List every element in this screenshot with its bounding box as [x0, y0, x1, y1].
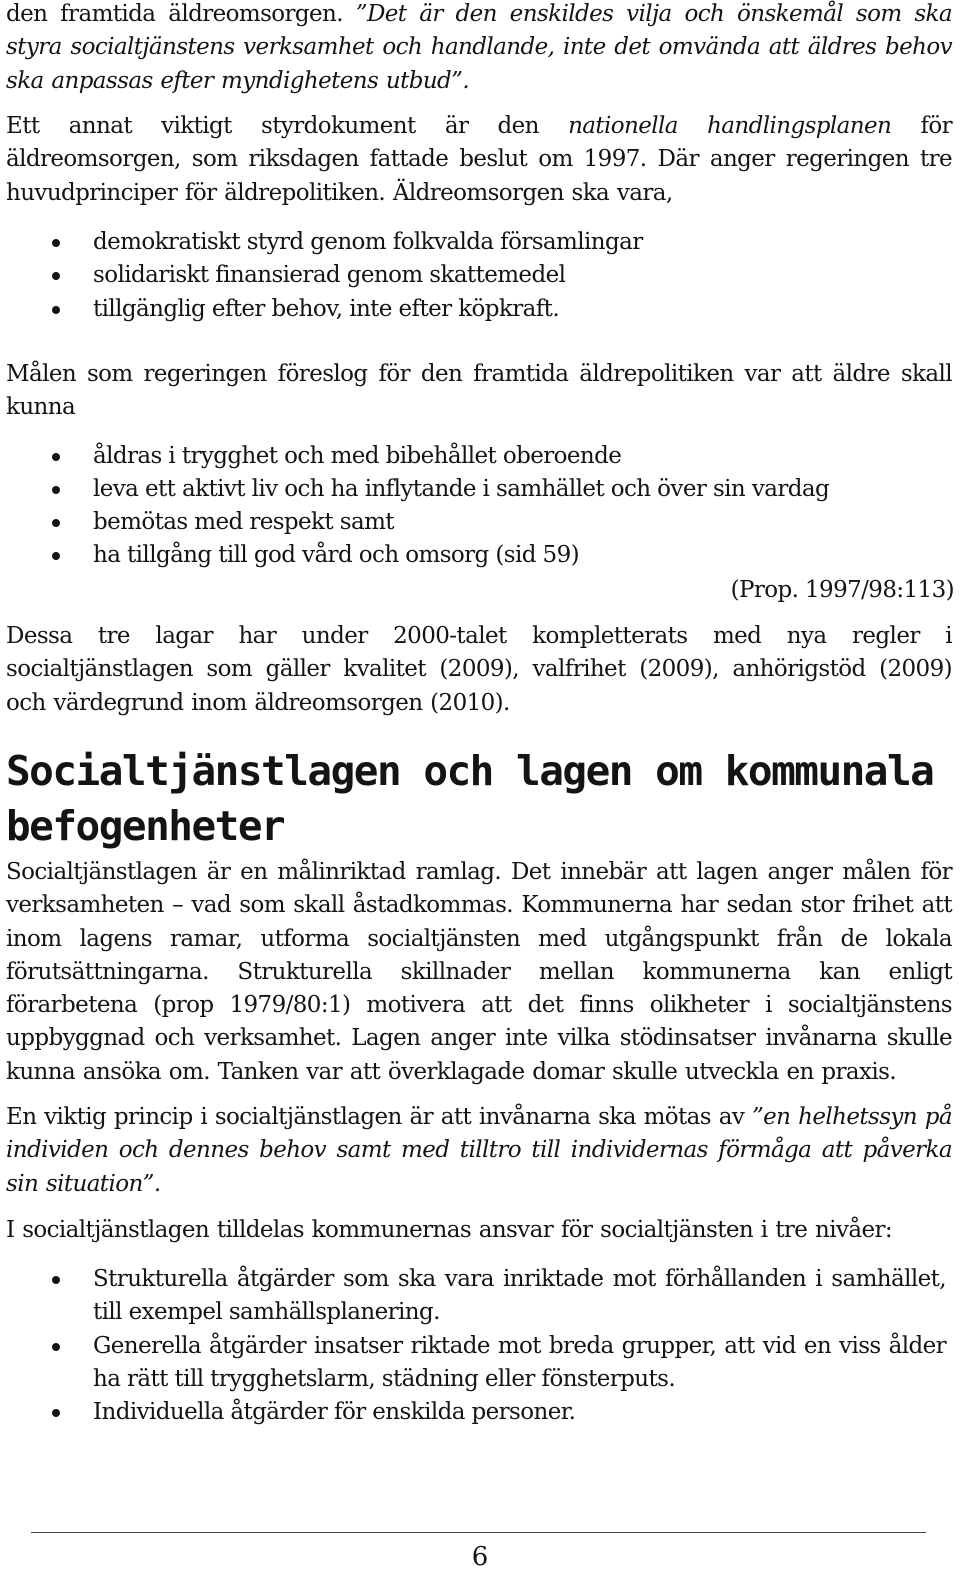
principles-list: [0, 226, 952, 326]
list-item-text: Strukturella åtgärder som ska vara inriktade mot förhållanden i samhället, till exempel samhällsplanering.: [93, 1266, 946, 1326]
list-item: [0, 539, 952, 572]
list-item-text: tillgänglig efter behov, inte efter köpkraft.: [93, 295, 560, 322]
list-item: [0, 293, 952, 326]
section-heading: Socialtjänstlagen och lagen om kommunala befogenheter: [6, 747, 934, 850]
list-item: [0, 1330, 952, 1397]
list-item: [0, 1396, 952, 1429]
list-item-text: Generella åtgärder insatser riktade mot breda grupper, att vid en viss ålder ha rätt till trygghetslarm, städning eller fönsterputs.: [93, 1332, 946, 1392]
paragraph-text: Ett annat viktigt styrdokument är den: [6, 113, 569, 139]
paragraph-intro-quote: [6, 0, 952, 98]
list-item-text: Individuella åtgärder för enskilda personer.: [93, 1399, 576, 1426]
bullet-icon: [52, 1343, 60, 1351]
quote-text: ”en helhetssyn på individen och dennes behov samt med tilltro till individernas förmåga att påverka sin situation”.: [6, 1104, 952, 1197]
bullet-icon: [52, 272, 60, 280]
goals-list: [0, 440, 952, 572]
list-item: [0, 226, 952, 259]
bullet-icon: [52, 1276, 60, 1284]
quote-text: ”Det är den enskildes vilja och önskemål som ska styra socialtjänstens verksamhet och handlande, inte det omvända att äldres behov ska anpassas efter myndighetens utbud”.: [6, 1, 952, 94]
list-item: [0, 1263, 952, 1330]
list-item: [0, 259, 952, 292]
bullet-icon: [52, 239, 60, 247]
paragraph-supplements: Dessa tre lagar har under 2000-talet kompletterats med nya regler i socialtjänstlagen som gäller kvalitet (2009), valfrihet (2009), anhörigstöd (2009) och värdegrund inom äldreomsorgen (2010).: [6, 623, 952, 716]
list-item-text: åldras i trygghet och med bibehållet oberoende: [93, 443, 622, 469]
paragraph-text: den framtida äldreomsorgen.: [6, 1, 356, 27]
page-number: 6: [471, 1542, 489, 1572]
paragraph-framework-law: Socialtjänstlagen är en målinriktad ramlag. Det innebär att lagen anger målen för verksamheten – vad som skall åstadkommas. Kommunerna har sedan stor frihet att inom lagens ramar, utforma socialtjänsten med utgångspunkt från de lokala förutsättningarna. Strukturella skillnader mellan kommunerna kan enligt förarbetena (prop 1979/80:1) motivera att det finns olikheter i socialtjänstens uppbyggnad och verksamhet. Lagen anger inte vilka stödinsatser invånarna skulle kunna ansöka om. Tanken var att överklagade domar skulle utveckla en praxis.: [6, 859, 952, 1085]
list-item-text: ha tillgång till god vård och omsorg (sid 59): [93, 542, 579, 568]
footer-divider: [31, 1532, 926, 1533]
list-item: [0, 473, 952, 506]
bullet-icon: [52, 1409, 60, 1417]
bullet-icon: [52, 453, 60, 461]
list-item-text: bemötas med respekt samt: [93, 509, 394, 535]
paragraph-goals: Målen som regeringen föreslog för den framtida äldrepolitiken var att äldre skall kunna: [6, 361, 952, 421]
paragraph-levels: I socialtjänstlagen tilldelas kommunernas ansvar för socialtjänsten i tre nivåer:: [6, 1217, 893, 1243]
paragraph-text: En viktig princip i socialtjänstlagen är att invånarna ska mötas av: [6, 1104, 753, 1130]
list-item: [0, 506, 952, 539]
bullet-icon: [52, 519, 60, 527]
list-item-text: solidariskt finansierad genom skattemedel: [93, 262, 566, 289]
paragraph-principle: [6, 1101, 952, 1201]
bullet-icon: [52, 486, 60, 494]
bullet-icon: [52, 306, 60, 314]
bullet-icon: [52, 552, 60, 560]
emphasis-text: nationella handlingsplanen: [568, 113, 892, 139]
paragraph-action-plan: [6, 110, 952, 210]
list-item: [0, 440, 952, 473]
citation-reference: (Prop. 1997/98:113): [730, 577, 954, 603]
paragraph-text: för äldreomsorgen, som riksdagen fattade beslut om 1997. Där anger regeringen tre huvudprinciper för äldrepolitiken. Äldreomsorgen ska vara,: [6, 113, 952, 206]
list-item-text: demokratiskt styrd genom folkvalda församlingar: [93, 229, 643, 255]
list-item-text: leva ett aktivt liv och ha inflytande i samhället och över sin vardag: [93, 476, 830, 502]
levels-list: [0, 1263, 952, 1429]
